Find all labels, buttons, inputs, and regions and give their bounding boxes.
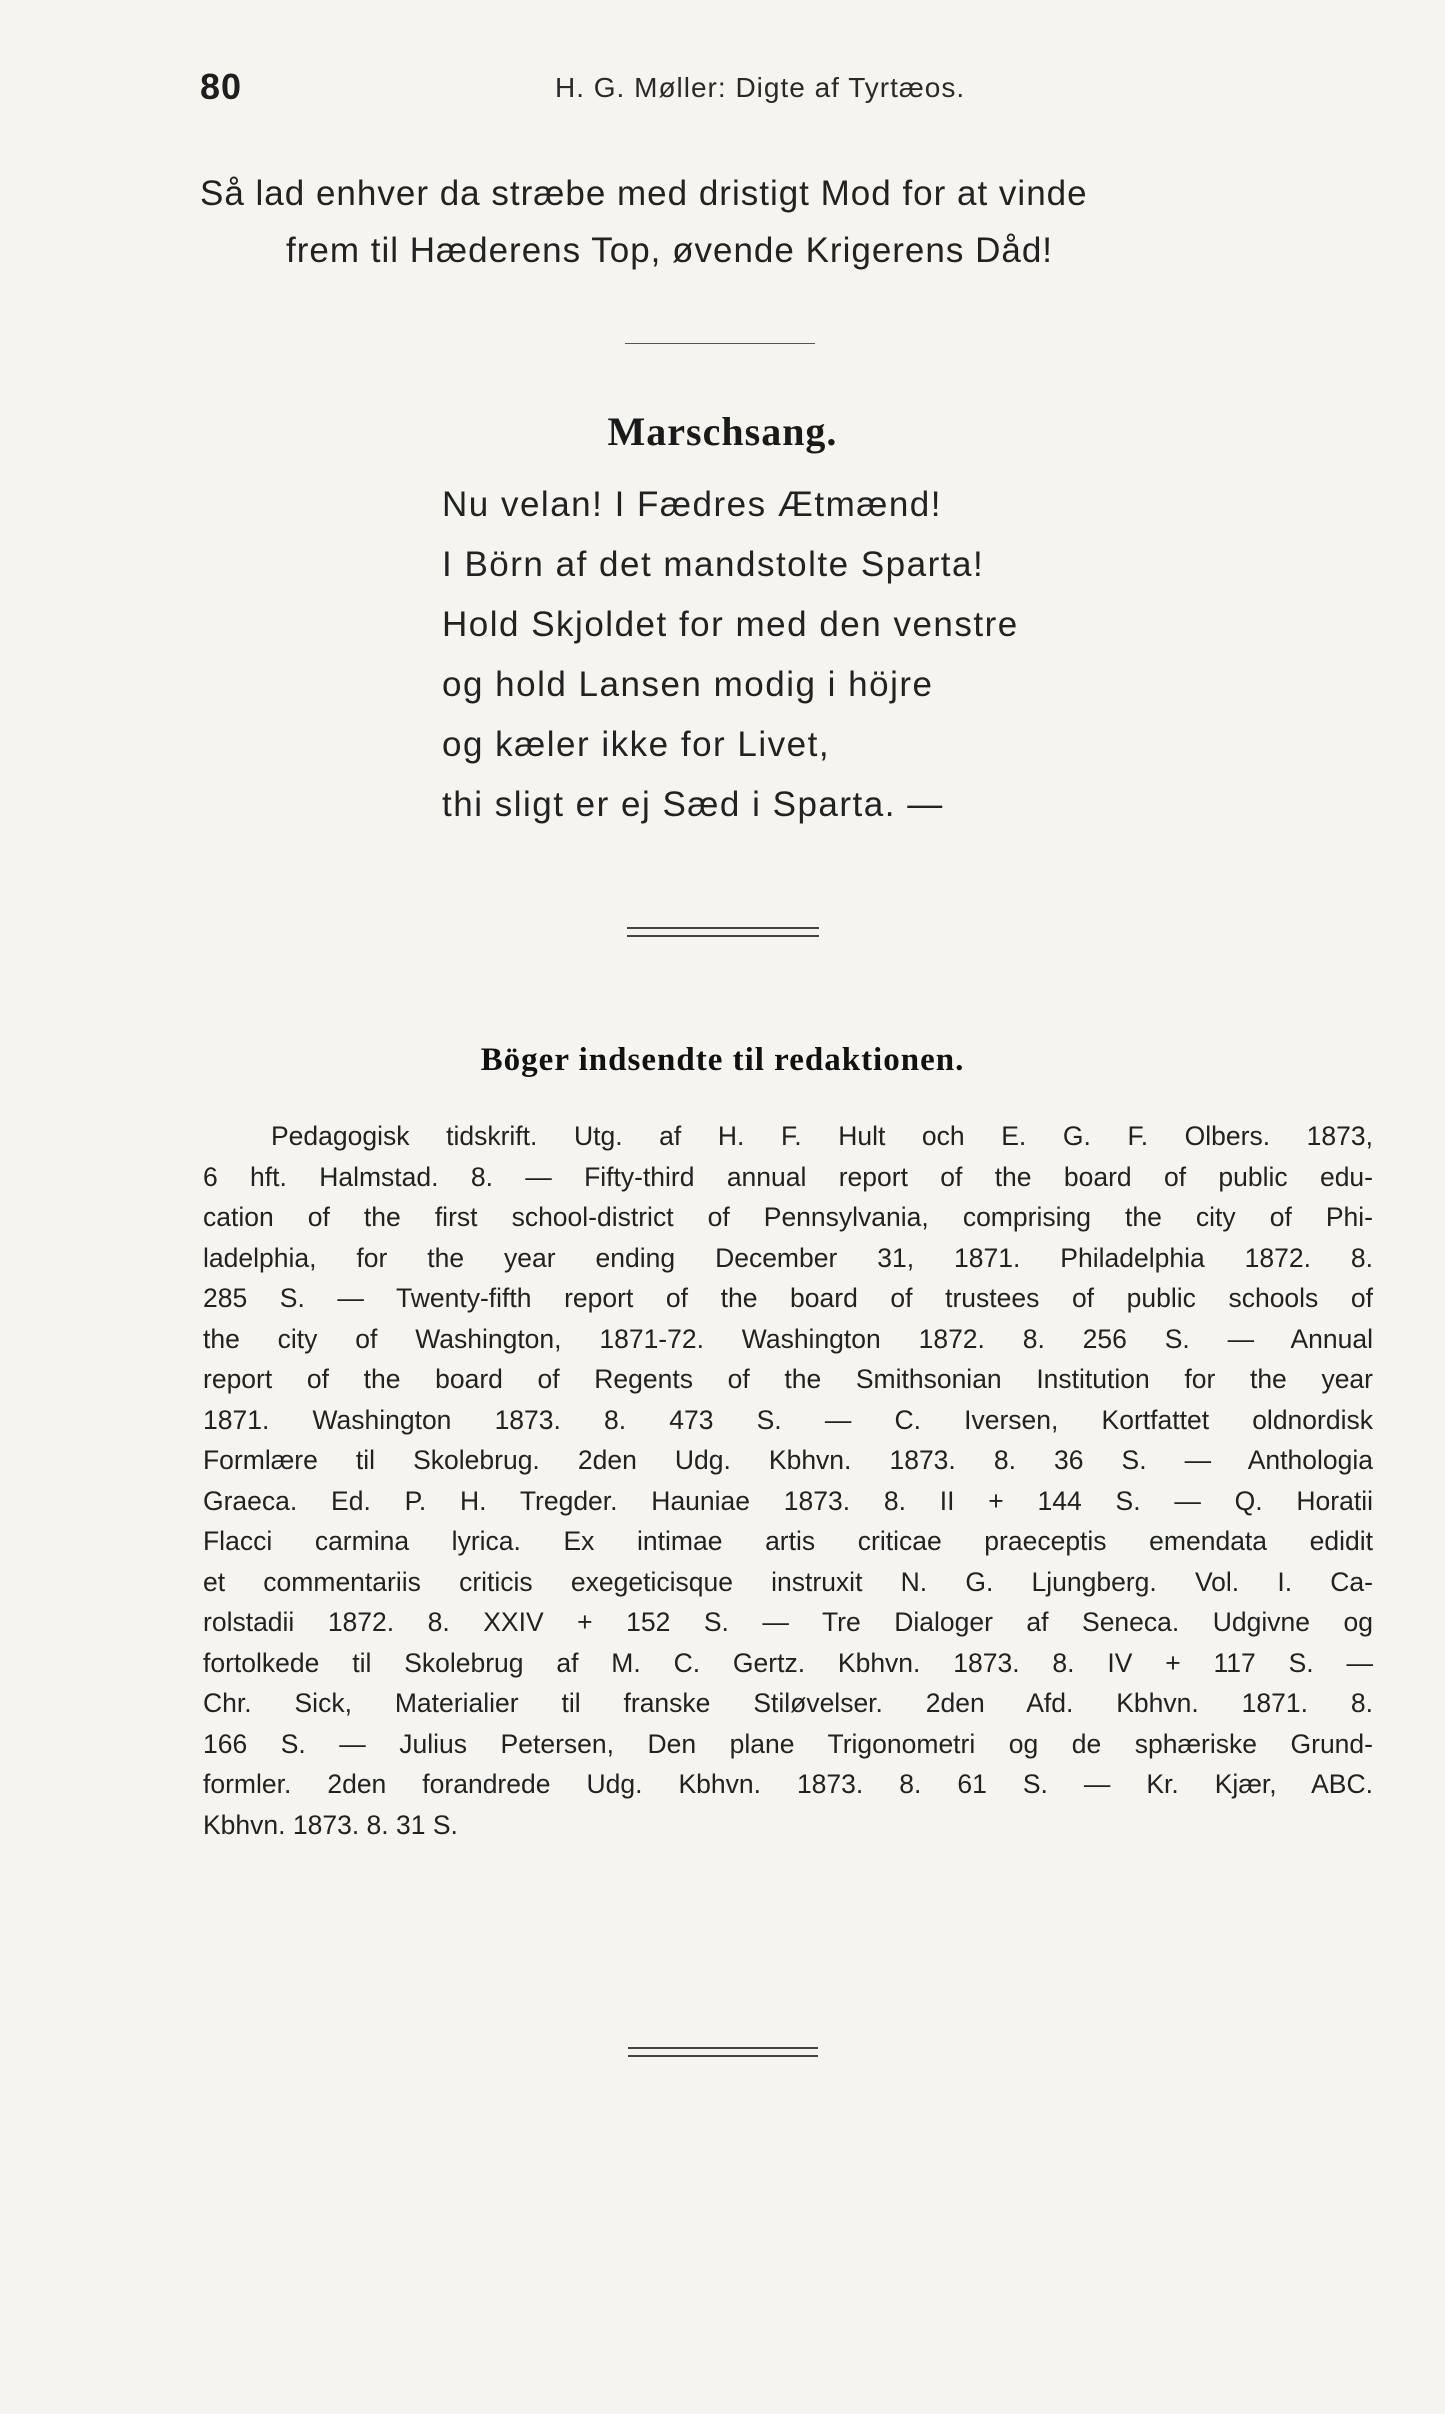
book-list-line: formler. 2den forandrede Udg. Kbhvn. 1873. 8. 61 S. — Kr. Kjær, ABC. xyxy=(203,1769,1373,1799)
closing-verse xyxy=(200,165,1250,279)
book-list-line: ladelphia, for the year ending December 31, 1871. Philadelphia 1872. 8. xyxy=(203,1242,1373,1273)
page-number: 80 xyxy=(200,66,243,107)
book-list-line: Graeca. Ed. P. H. Tregder. Hauniae 1873. 8. II + 144 S. — Q. Horatii xyxy=(203,1485,1373,1516)
poem-title: Marschsang. xyxy=(607,409,838,454)
book-list-line: Flacci carmina lyrica. Ex intimae artis criticae praeceptis emendata edidit xyxy=(203,1526,1373,1556)
double-divider xyxy=(627,927,819,937)
poem-line: og hold Lansen modig i höjre xyxy=(442,665,934,704)
book-list-line: report of the board of Regents of the Smithsonian Institution for the year xyxy=(203,1364,1373,1394)
verse-line-2: frem til Hæderens Top, øvende Krigerens Dåd! xyxy=(286,231,1054,270)
closing-double-divider xyxy=(628,2047,818,2057)
book-list-line: 6 hft. Halmstad. 8. — Fifty-third annual report of the board of public edu- xyxy=(203,1161,1373,1192)
book-list-line: cation of the first school-district of Pennsylvania, comprising the city of Phi- xyxy=(203,1202,1373,1232)
verse-line-1: Så lad enhver da stræbe med dristigt Mod for at vinde xyxy=(200,174,1088,213)
book-list-line: Chr. Sick, Materialier til franske Stiløvelser. 2den Afd. Kbhvn. 1871. 8. xyxy=(203,1688,1373,1718)
book-list-line: fortolkede til Skolebrug af M. C. Gertz. Kbhvn. 1873. 8. IV + 117 S. — xyxy=(203,1647,1373,1678)
running-head xyxy=(0,66,1445,116)
poem-line: og kæler ikke for Livet, xyxy=(442,725,831,764)
poem-line: Nu velan! I Fædres Ætmænd! xyxy=(442,485,942,524)
section-heading: Böger indsendte til redaktionen. xyxy=(480,1042,965,1078)
book-list-line: et commentariis criticis exegeticisque instruxit N. G. Ljungberg. Vol. I. Ca- xyxy=(203,1566,1373,1597)
book-list-line: Kbhvn. 1873. 8. 31 S. xyxy=(203,1809,458,1840)
book-list-line: Formlære til Skolebrug. 2den Udg. Kbhvn. 1873. 8. 36 S. — Anthologia xyxy=(203,1445,1373,1475)
book-list-line: 1871. Washington 1873. 8. 473 S. — C. Iversen, Kortfattet oldnordisk xyxy=(203,1404,1373,1435)
book-list-line: 166 S. — Julius Petersen, Den plane Trigonometri og de sphæriske Grund- xyxy=(203,1728,1373,1759)
book-list-line: the city of Washington, 1871-72. Washington 1872. 8. 256 S. — Annual xyxy=(203,1323,1373,1354)
poem-line: I Börn af det mandstolte Sparta! xyxy=(442,545,985,584)
section-divider xyxy=(625,343,815,344)
running-title: H. G. Møller: Digte af Tyrtæos. xyxy=(555,72,966,103)
book-list-line: Pedagogisk tidskrift. Utg. af H. F. Hult och E. G. F. Olbers. 1873, xyxy=(271,1121,1373,1151)
book-list xyxy=(203,1116,1373,1845)
book-list-line: rolstadii 1872. 8. XXIV + 152 S. — Tre Dialoger af Seneca. Udgivne og xyxy=(203,1607,1373,1637)
poem-lines xyxy=(442,475,1242,835)
poem-line: Hold Skjoldet for med den venstre xyxy=(442,605,1019,644)
poem-line: thi sligt er ej Sæd i Sparta. — xyxy=(442,785,944,824)
book-list-line: 285 S. — Twenty-fifth report of the board of trustees of public schools of xyxy=(203,1283,1373,1313)
